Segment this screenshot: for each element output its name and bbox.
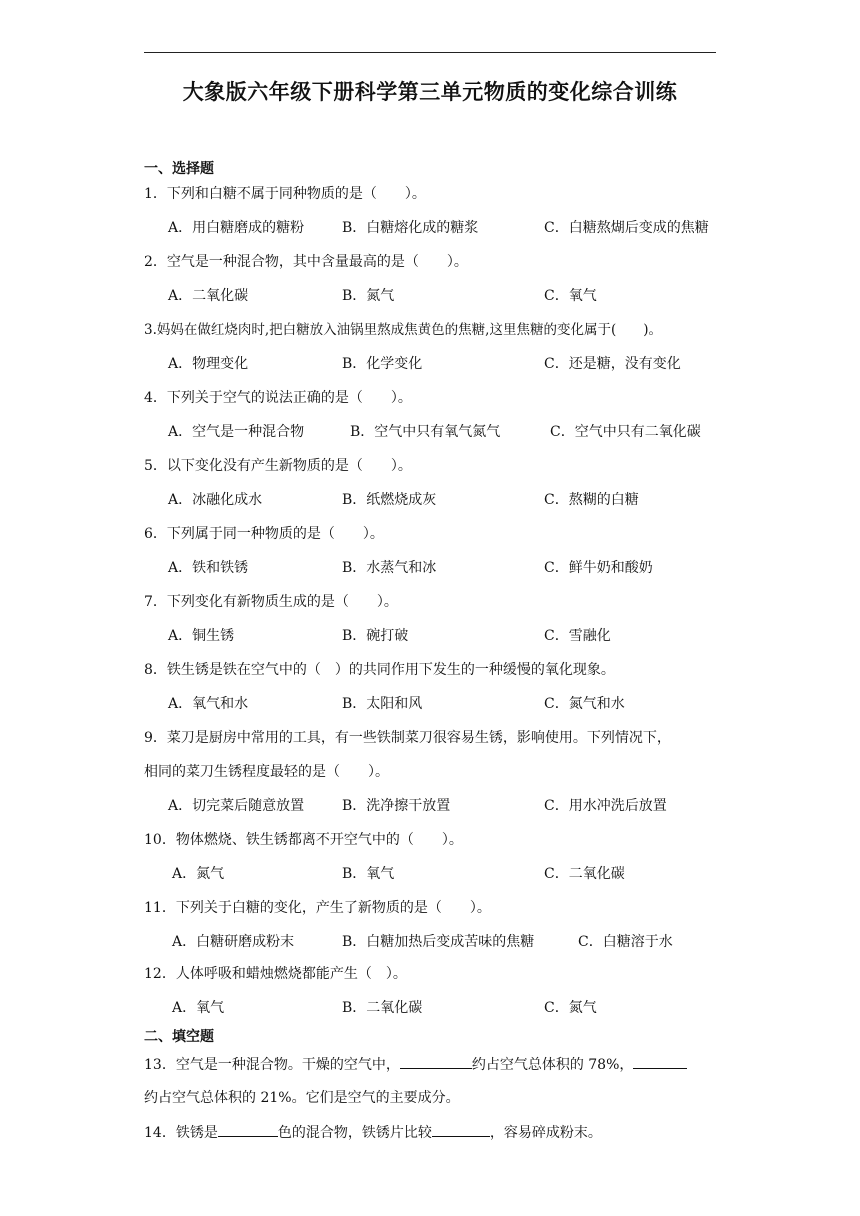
- question-12: 12．人体呼吸和蜡烛燃烧都能产生（ ）。: [144, 966, 407, 982]
- option-a: A．冰融化成水: [168, 492, 263, 508]
- answer-blank[interactable]: [432, 1122, 490, 1137]
- question-13-text-b: 约占空气总体积的 78%，: [471, 1057, 634, 1073]
- option-a: A．铜生锈: [168, 628, 235, 644]
- question-7: 7．下列变化有新物质生成的是（ ）。: [144, 594, 398, 610]
- option-a: A．二氧化碳: [168, 288, 249, 304]
- question-13: [144, 1054, 724, 1075]
- option-c: C．鲜牛奶和酸奶: [544, 560, 653, 576]
- question-10: 10．物体燃烧、铁生锈都离不开空气中的（ ）。: [144, 832, 463, 848]
- question-3: 3.妈妈在做红烧肉时,把白糖放入油锅里熬成焦黄色的焦糖,这里焦糖的变化属于( )。: [144, 322, 662, 338]
- page-title: 大象版六年级下册科学第三单元物质的变化综合训练: [182, 80, 678, 104]
- question-14: [144, 1122, 724, 1143]
- option-a: A．切完菜后随意放置: [168, 798, 305, 814]
- option-c: C．空气中只有二氧化碳: [550, 424, 701, 440]
- option-a: A．氮气: [172, 866, 225, 882]
- option-a: A．白糖研磨成粉末: [172, 934, 295, 950]
- header-rule: [144, 52, 716, 53]
- question-4: 4．下列关于空气的说法正确的是（ ）。: [144, 390, 412, 406]
- question-2: 2．空气是一种混合物，其中含量最高的是（ ）。: [144, 254, 468, 270]
- option-c: C．还是糖，没有变化: [544, 356, 681, 372]
- option-a: A．物理变化: [168, 356, 249, 372]
- option-c: C．白糖溶于水: [578, 934, 673, 950]
- option-a: A．氧气和水: [168, 696, 249, 712]
- option-b: B．化学变化: [342, 356, 423, 372]
- section-choice-heading: 一、选择题: [144, 161, 214, 177]
- option-a: A．铁和铁锈: [168, 560, 249, 576]
- section-fill-heading: 二、填空题: [144, 1029, 214, 1045]
- question-8: 8．铁生锈是铁在空气中的（ ）的共同作用下发生的一种缓慢的氧化现象。: [144, 662, 615, 678]
- option-c: C．二氧化碳: [544, 866, 625, 882]
- option-c: C．白糖熬煳后变成的焦糖: [544, 220, 709, 236]
- question-14-text-c: ，容易碎成粉末。: [489, 1125, 602, 1141]
- option-a: A．用白糖磨成的糖粉: [168, 220, 305, 236]
- option-c: C．氮气和水: [544, 696, 625, 712]
- question-6: 6．下列属于同一种物质的是（ ）。: [144, 526, 384, 542]
- option-b: B．水蒸气和冰: [342, 560, 437, 576]
- option-a: A．空气是一种混合物: [168, 424, 305, 440]
- option-c: C．氧气: [544, 288, 597, 304]
- answer-blank[interactable]: [218, 1122, 278, 1137]
- question-13-line-2: 约占空气总体积的 21%。它们是空气的主要成分。: [144, 1090, 460, 1106]
- question-9-line-2: 相同的菜刀生锈程度最轻的是（ ）。: [144, 764, 389, 780]
- answer-blank[interactable]: [633, 1054, 687, 1069]
- question-13-text-a: 13．空气是一种混合物。干燥的空气中，: [144, 1057, 400, 1073]
- question-9: 9．菜刀是厨房中常用的工具，有一些铁制菜刀很容易生锈，影响使用。下列情况下，: [144, 730, 671, 746]
- option-b: B．白糖熔化成的糖浆: [342, 220, 479, 236]
- question-1: 1．下列和白糖不属于同种物质的是（ ）。: [144, 186, 426, 202]
- question-11: 11．下列关于白糖的变化，产生了新物质的是（ ）。: [144, 900, 491, 916]
- question-5: 5．以下变化没有产生新物质的是（ ）。: [144, 458, 412, 474]
- option-b: B．纸燃烧成灰: [342, 492, 437, 508]
- answer-blank[interactable]: [400, 1054, 472, 1069]
- option-b: B．碗打破: [342, 628, 409, 644]
- option-b: B．太阳和风: [342, 696, 423, 712]
- question-14-text-a: 14．铁锈是: [144, 1125, 218, 1141]
- option-b: B．氧气: [342, 866, 395, 882]
- option-b: B．氮气: [342, 288, 395, 304]
- option-c: C．雪融化: [544, 628, 611, 644]
- option-b: B．二氧化碳: [342, 1000, 423, 1016]
- question-14-text-b: 色的混合物，铁锈片比较: [277, 1125, 432, 1141]
- option-b: B．空气中只有氧气氮气: [350, 424, 501, 440]
- option-b: B．洗净擦干放置: [342, 798, 451, 814]
- option-a: A．氧气: [172, 1000, 225, 1016]
- option-c: C．用水冲洗后放置: [544, 798, 667, 814]
- option-b: B．白糖加热后变成苦味的焦糖: [342, 934, 535, 950]
- option-c: C．氮气: [544, 1000, 597, 1016]
- option-c: C．熬糊的白糖: [544, 492, 639, 508]
